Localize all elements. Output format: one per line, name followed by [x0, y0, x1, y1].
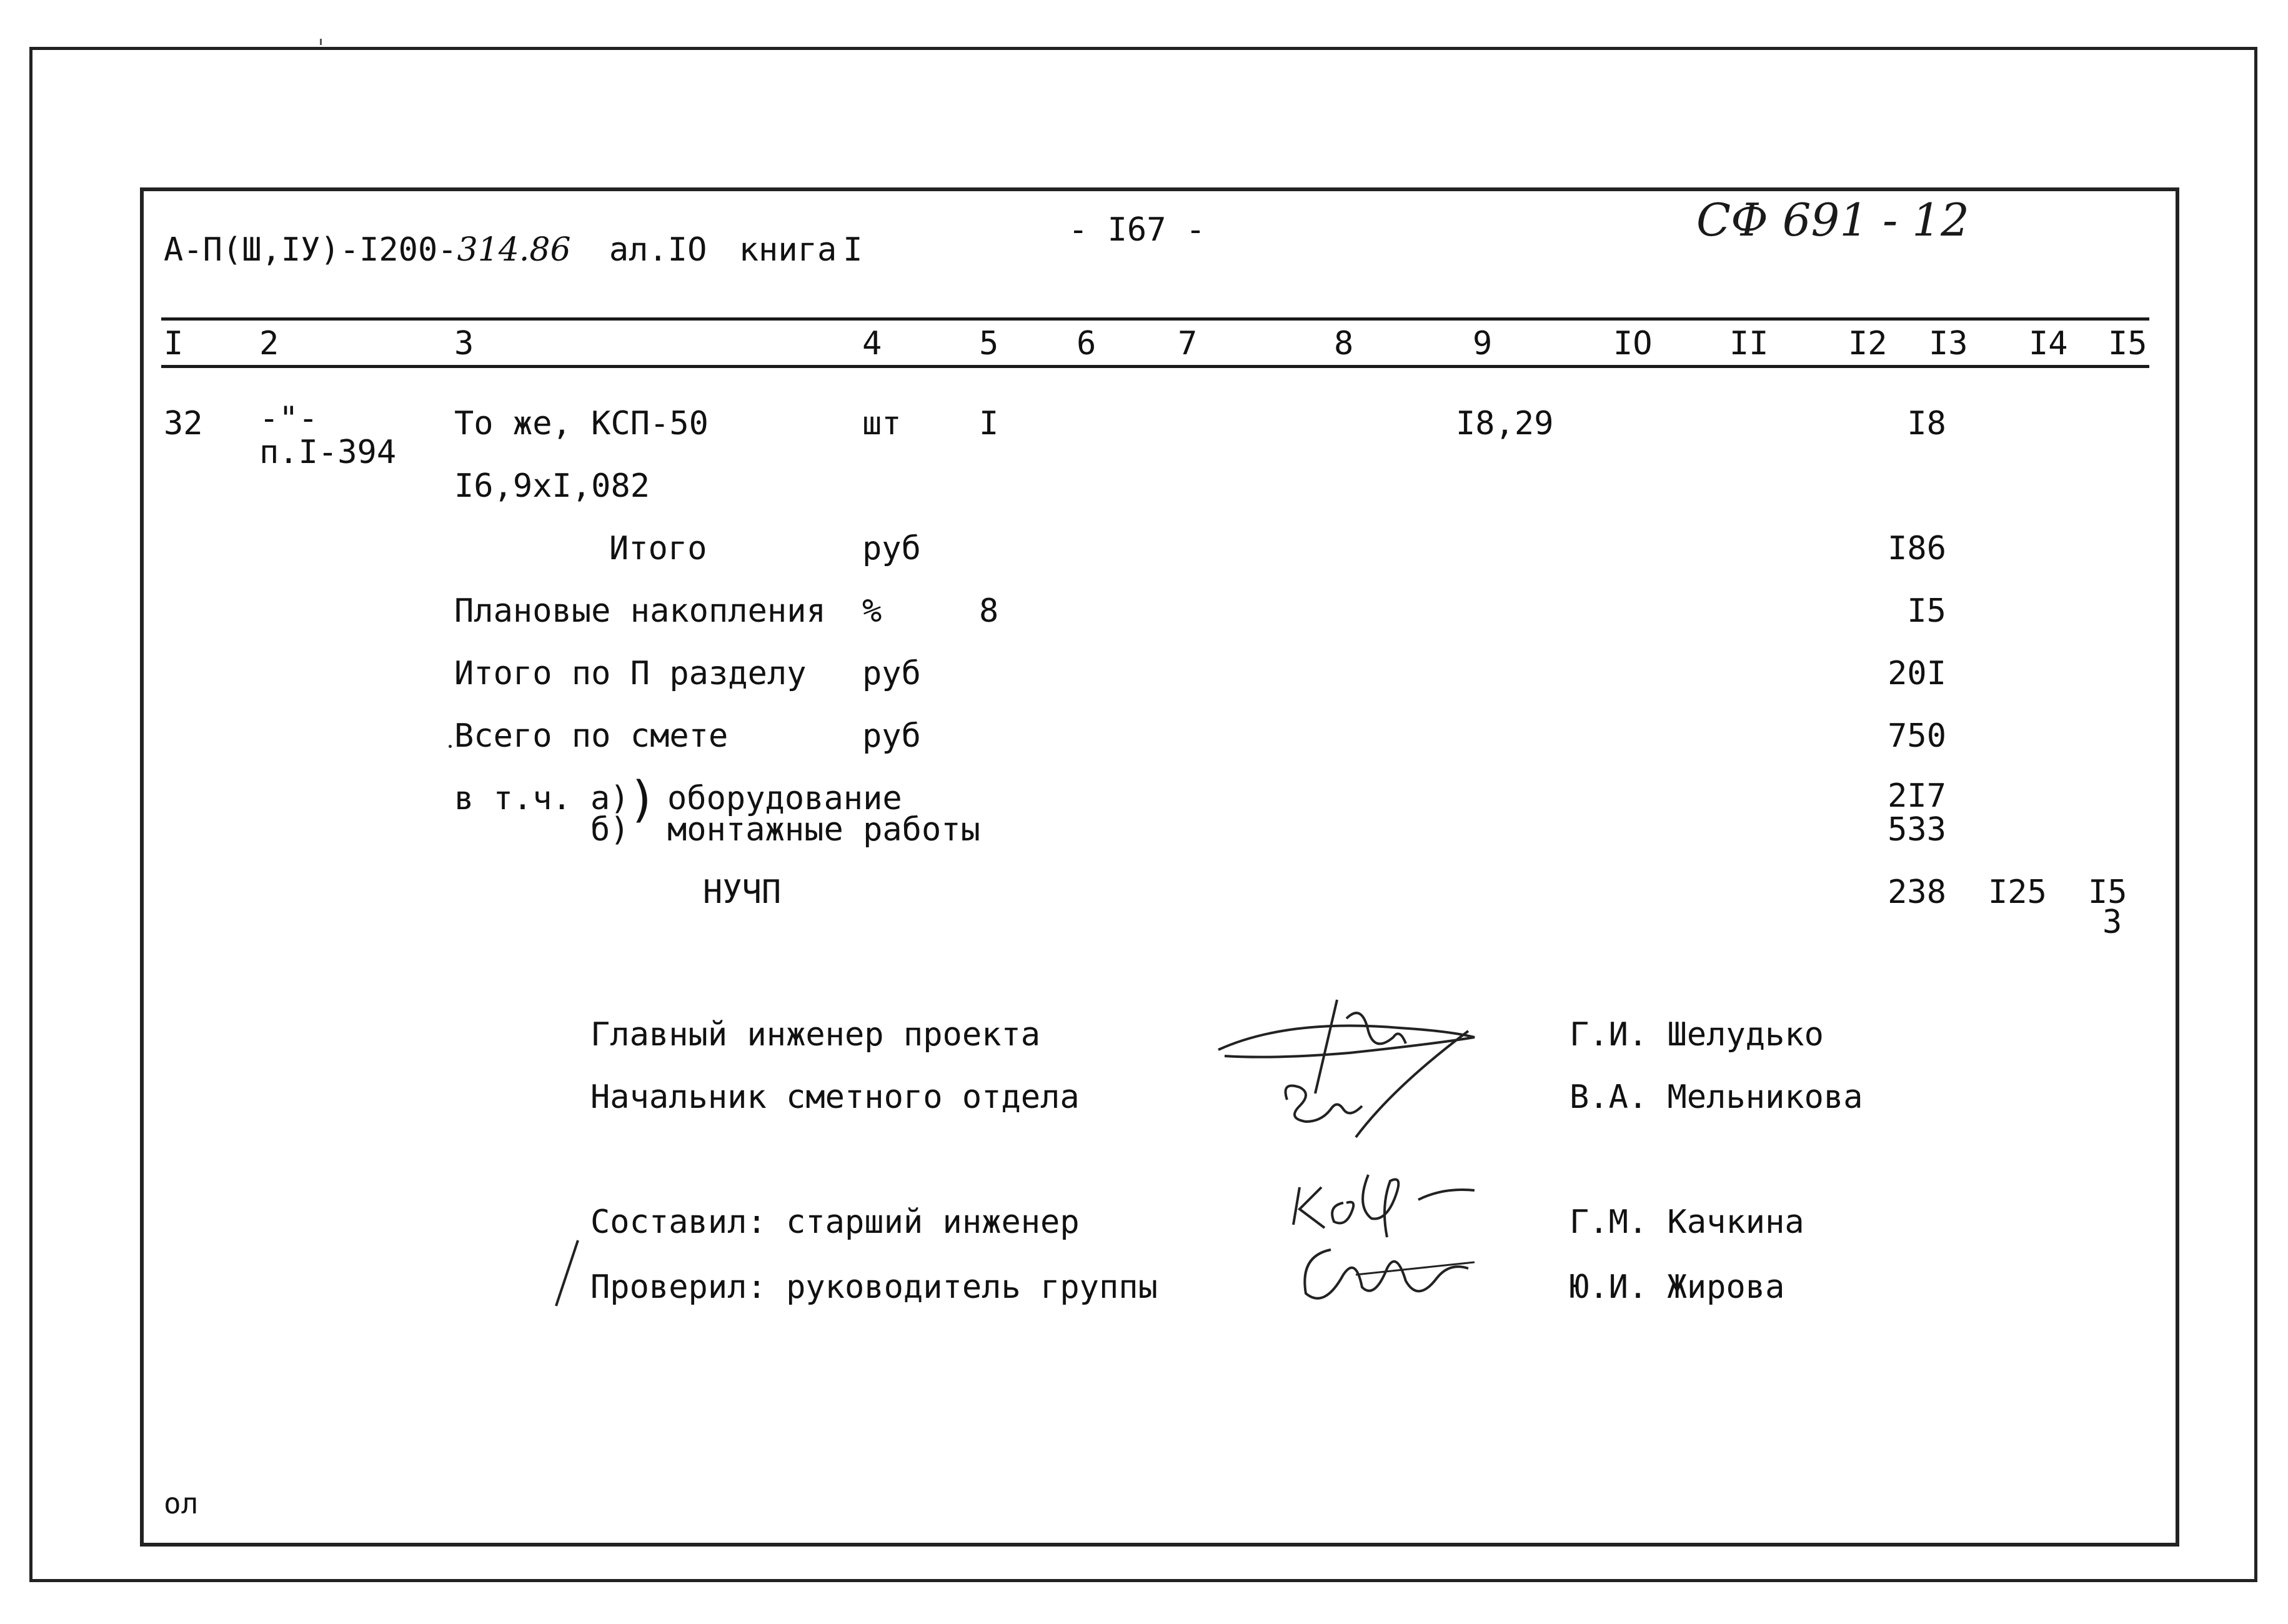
album-label: ал.IO [609, 231, 707, 269]
book-label: книга [739, 231, 837, 269]
section-total-unit: руб [862, 655, 921, 692]
section-total-label: Итого по П разделу [454, 655, 807, 692]
stray-dot [449, 745, 452, 748]
checked-title: Проверил: руководитель группы [590, 1268, 1158, 1306]
book-number: I [843, 231, 863, 269]
estimate-head-title: Начальник сметного отдела [590, 1079, 1080, 1116]
col-header-14: I4 [2029, 325, 2068, 362]
item-name: То же, КСП-50 [454, 405, 709, 442]
col-header-11: II [1729, 325, 1769, 362]
col-header-7: 7 [1178, 325, 1198, 362]
planned-unit: % [862, 592, 882, 630]
compiled-title: Составил: старший инженер [590, 1203, 1080, 1241]
including-b-text: монтажные работы [667, 811, 980, 849]
col-header-2: 2 [259, 325, 279, 362]
slash-mark-icon [550, 1237, 587, 1312]
nuchp-col14: I25 [1988, 874, 2047, 911]
including-brace: ) [628, 772, 657, 828]
including-b-total: 533 [1888, 811, 1946, 849]
document-code-handwritten: 314.86 [457, 231, 571, 269]
planned-qty: 8 [979, 592, 999, 630]
checked-name: Ю.И. Жирова [1569, 1268, 1785, 1306]
compiled-name: Г.М. Качкина [1569, 1203, 1804, 1241]
including-a-label: а) [590, 780, 630, 817]
itogo-total: I86 [1888, 530, 1946, 567]
compiled-signature-icon [1287, 1168, 1525, 1325]
chief-engineer-signature-icon [1212, 994, 1500, 1150]
col-header-9: 9 [1473, 325, 1493, 362]
header-rule-bottom [161, 365, 2149, 368]
estimate-head-name: В.А. Мельникова [1569, 1079, 1863, 1116]
item-total: I8 [1907, 405, 1946, 442]
including-b-label: б) [590, 811, 630, 849]
itogo-label: Итого [609, 530, 707, 567]
chief-engineer-title: Главный инженер проекта [590, 1016, 1041, 1054]
col-header-8: 8 [1334, 325, 1354, 362]
nuchp-col15-top: I5 [2088, 874, 2127, 911]
page-number: - I67 - [1068, 211, 1206, 249]
document-code-print: А-П(Ш,IУ)-I200- [164, 231, 457, 269]
section-total-value: 20I [1888, 655, 1946, 692]
grand-total-value: 750 [1888, 717, 1946, 755]
header-rule-top [161, 317, 2149, 321]
footer-mark: ол [164, 1487, 199, 1520]
scan-tick [320, 39, 322, 45]
item-unit: шт [862, 405, 902, 442]
document-frame [140, 187, 2179, 1547]
col-header-1: I [164, 325, 184, 362]
planned-total: I5 [1907, 592, 1946, 630]
grand-total-label: Всего по смете [454, 717, 729, 755]
itogo-unit: руб [862, 530, 921, 567]
item-calc: I6,9xI,082 [454, 467, 650, 505]
col-header-10: IO [1613, 325, 1653, 362]
including-a-total: 2I7 [1888, 777, 1946, 815]
nuchp-col13: 238 [1888, 874, 1946, 911]
item-number: 32 [164, 405, 203, 442]
col-header-15: I5 [2108, 325, 2147, 362]
col-header-12: I2 [1848, 325, 1888, 362]
item-price: I8,29 [1456, 405, 1554, 442]
nuchp-label: НУЧП [703, 874, 782, 911]
col-header-6: 6 [1077, 325, 1097, 362]
document-code [164, 231, 863, 269]
planned-label: Плановые накопления [454, 592, 826, 630]
col-header-5: 5 [979, 325, 999, 362]
including-a-text: оборудование [667, 780, 902, 817]
item-qty: I [979, 405, 999, 442]
archive-stamp-handwritten: СФ 691 - 12 [1696, 194, 1969, 246]
col-header-4: 4 [862, 325, 882, 362]
col-header-3: 3 [454, 325, 474, 362]
nuchp-col15-bottom: 3 [2102, 904, 2122, 941]
col-header-13: I3 [1929, 325, 1968, 362]
grand-total-unit: руб [862, 717, 921, 755]
including-prefix: в т.ч. [454, 780, 572, 817]
chief-engineer-name: Г.И. Шелудько [1569, 1016, 1824, 1054]
item-ref-code: п.I-394 [259, 434, 397, 471]
item-ref-ditto: -"- [259, 400, 318, 437]
